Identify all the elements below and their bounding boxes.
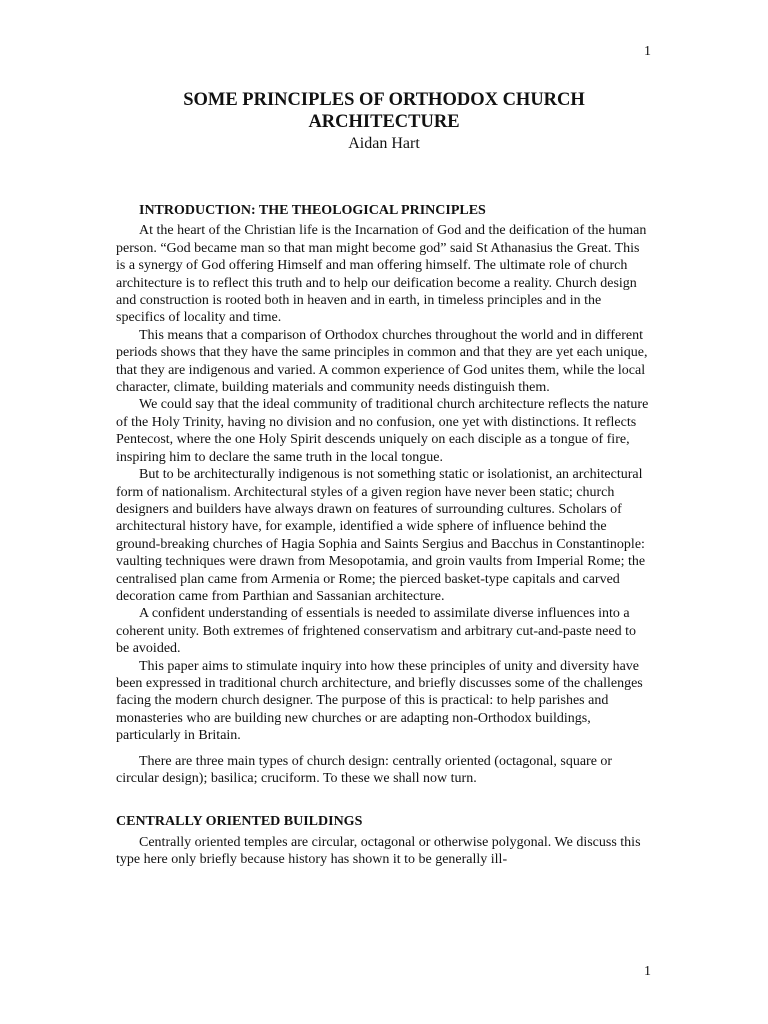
paragraph: At the heart of the Christian life is the Incarnation of God and the deification of the human person. “God became man so that man might become god” said St Athanasius the Great. This is a synergy of God offering Himself and man offering himself. The ultimate role of church architecture is to reflect this truth and to help our deification become a reality. Church design and construction is rooted both in heaven and in earth, in timeless principles and in the specifics of locality and time. (116, 223, 647, 326)
title-line-1: SOME PRINCIPLES OF ORTHODOX CHURCH (183, 90, 585, 110)
paragraph: We could say that the ideal community of traditional church architecture reflects the nature of the Holy Trinity, having no division and no confusion, one yet with distinctions. It reflects Pentecost, where the one Holy Spirit descends uniquely on each disciple as a tongue of fire, inspiring him to declare the same truth in the local tongue. (116, 397, 649, 465)
author-name: Aidan Hart (348, 135, 420, 152)
page-number-bottom: 1 (644, 964, 651, 979)
section-spacer (116, 787, 652, 813)
paragraph: This paper aims to stimulate inquiry into how these principles of unity and diversity have been expressed in traditional church architecture, and briefly discusses some of the challenges facing the modern church designer. The purpose of this is practical: to help parishes and monasteries who are building new churches or are adapting non-Orthodox buildings, particularly in Britain. (116, 658, 643, 744)
paragraph: This means that a comparison of Orthodox churches throughout the world and in different periods shows that they have the same principles in common and that they are yet each unique, that they are indigenous and varied. A common experience of God unites them, while the local character, climate, building materials and community needs distinguish them. (116, 327, 648, 396)
paragraph: Centrally oriented temples are circular, octagonal or otherwise polygonal. We discuss this type here only briefly because history has shown it to be generally ill- (116, 834, 641, 868)
paragraph: But to be architecturally indigenous is not something static or isolationist, an architectural form of nationalism. Architectural styles of a given region have never been static; church designers and builders have always drawn on features of surrounding cultures. Scholars of architectural history have, for example, identified a wide sphere of influence behind the ground-breaking churches of Hagia Sophia and Saints Sergius and Bacchus in Constantinople: vaulting techniques were drawn from Mesopotamia, and groin vaults from Imperial Rome; the centralised plan came from Armenia or Rome; the pierced basket-type capitals and carved decoration came from Parthian and Sassanian architecture. (116, 467, 646, 604)
section-heading-introduction: INTRODUCTION: THE THEOLOGICAL PRINCIPLES (139, 203, 486, 218)
title-line-2: ARCHITECTURE (308, 112, 460, 132)
page-title (116, 89, 652, 133)
paragraph: A confident understanding of essentials is needed to assimilate diverse influences into a coherent unity. Both extremes of frightened conservatism and arbitrary cut-and-paste need to be avoided. (116, 606, 637, 657)
paragraph-spacer (116, 745, 652, 753)
section-heading-centrally-oriented: CENTRALLY ORIENTED BUILDINGS (116, 814, 363, 830)
page-number-top: 1 (644, 44, 651, 59)
document-body (116, 202, 652, 869)
paragraph-closing: There are three main types of church design: centrally oriented (octagonal, square or circular design); basilica; cruciform. To these we shall now turn. (116, 753, 613, 786)
